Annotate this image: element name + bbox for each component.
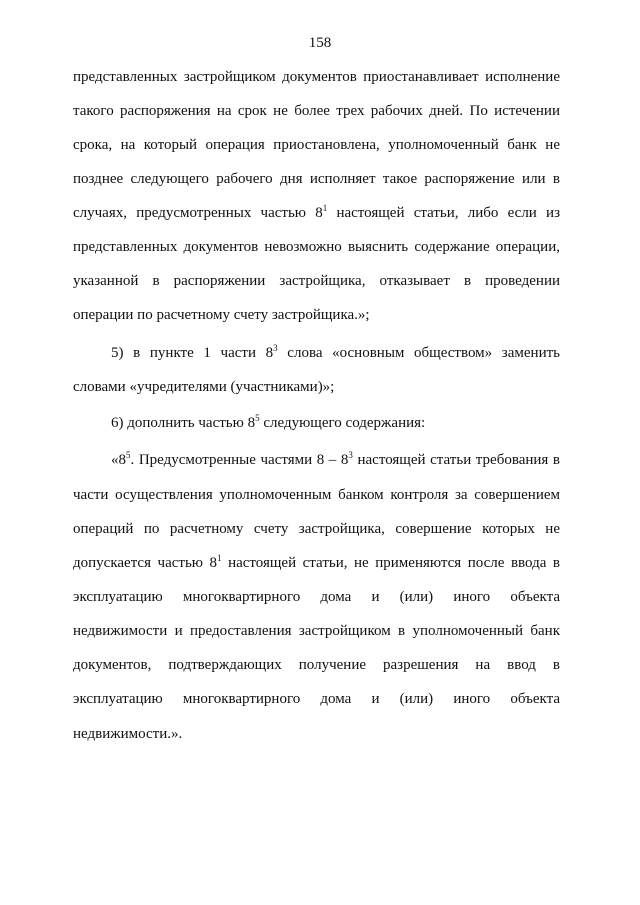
text-line: операций по расчетному счету застройщика, совершение которых не	[73, 521, 560, 537]
page-number: 158	[308, 35, 332, 51]
superscript: 5	[126, 450, 131, 460]
superscript: 3	[273, 343, 278, 353]
text-line: недвижимости и предоставления застройщиком в уполномоченный банк	[73, 623, 560, 639]
text-line: части осуществления уполномоченным банком контроля за совершением	[73, 487, 560, 503]
text-line: случаях, предусмотренных частью $8^1$ настоящей статьи, либо если из	[73, 203, 560, 221]
text-line: такого распоряжения на срок не более трех рабочих дней. По истечении	[73, 103, 560, 119]
text-line: «$8^5$. Предусмотренные частями $8 - 8^3$ настоящей статьи требования в	[111, 450, 561, 468]
text-line: указанной в распоряжении застройщика, отказывает в проведении	[73, 273, 560, 289]
text-line: представленных документов невозможно выяснить содержание операции,	[73, 239, 560, 255]
text-line: документов, подтверждающих получение разрешения на ввод в	[73, 657, 560, 673]
text-line: недвижимости.».	[73, 726, 183, 742]
text-line: позднее следующего рабочего дня исполняет такое распоряжение или в	[73, 171, 560, 187]
superscript: 1	[322, 203, 328, 213]
superscript: 3	[348, 450, 353, 460]
text-line: эксплуатацию многоквартирного дома и (или) иного объекта	[73, 589, 560, 605]
text-line: операции по расчетному счету застройщика.»;	[73, 307, 370, 323]
text-line: срока, на который операция приостановлена, уполномоченный банк не	[73, 137, 560, 153]
text-line: эксплуатацию многоквартирного дома и (или) иного объекта	[73, 691, 560, 707]
superscript: 5	[255, 413, 260, 423]
superscript: 1	[217, 553, 222, 563]
text-line: 6) дополнить частью $8^5$ следующего содержания:	[111, 413, 426, 431]
text-line: словами «учредителями (участниками)»;	[73, 379, 335, 395]
text-line: представленных застройщиком документов приостанавливает исполнение	[73, 69, 560, 85]
text-line: допускается частью $8^1$ настоящей статьи, не применяются после ввода в	[73, 553, 560, 571]
text-line: 5) в пункте 1 части $8^3$ слова «основным обществом» заменить	[111, 343, 560, 361]
